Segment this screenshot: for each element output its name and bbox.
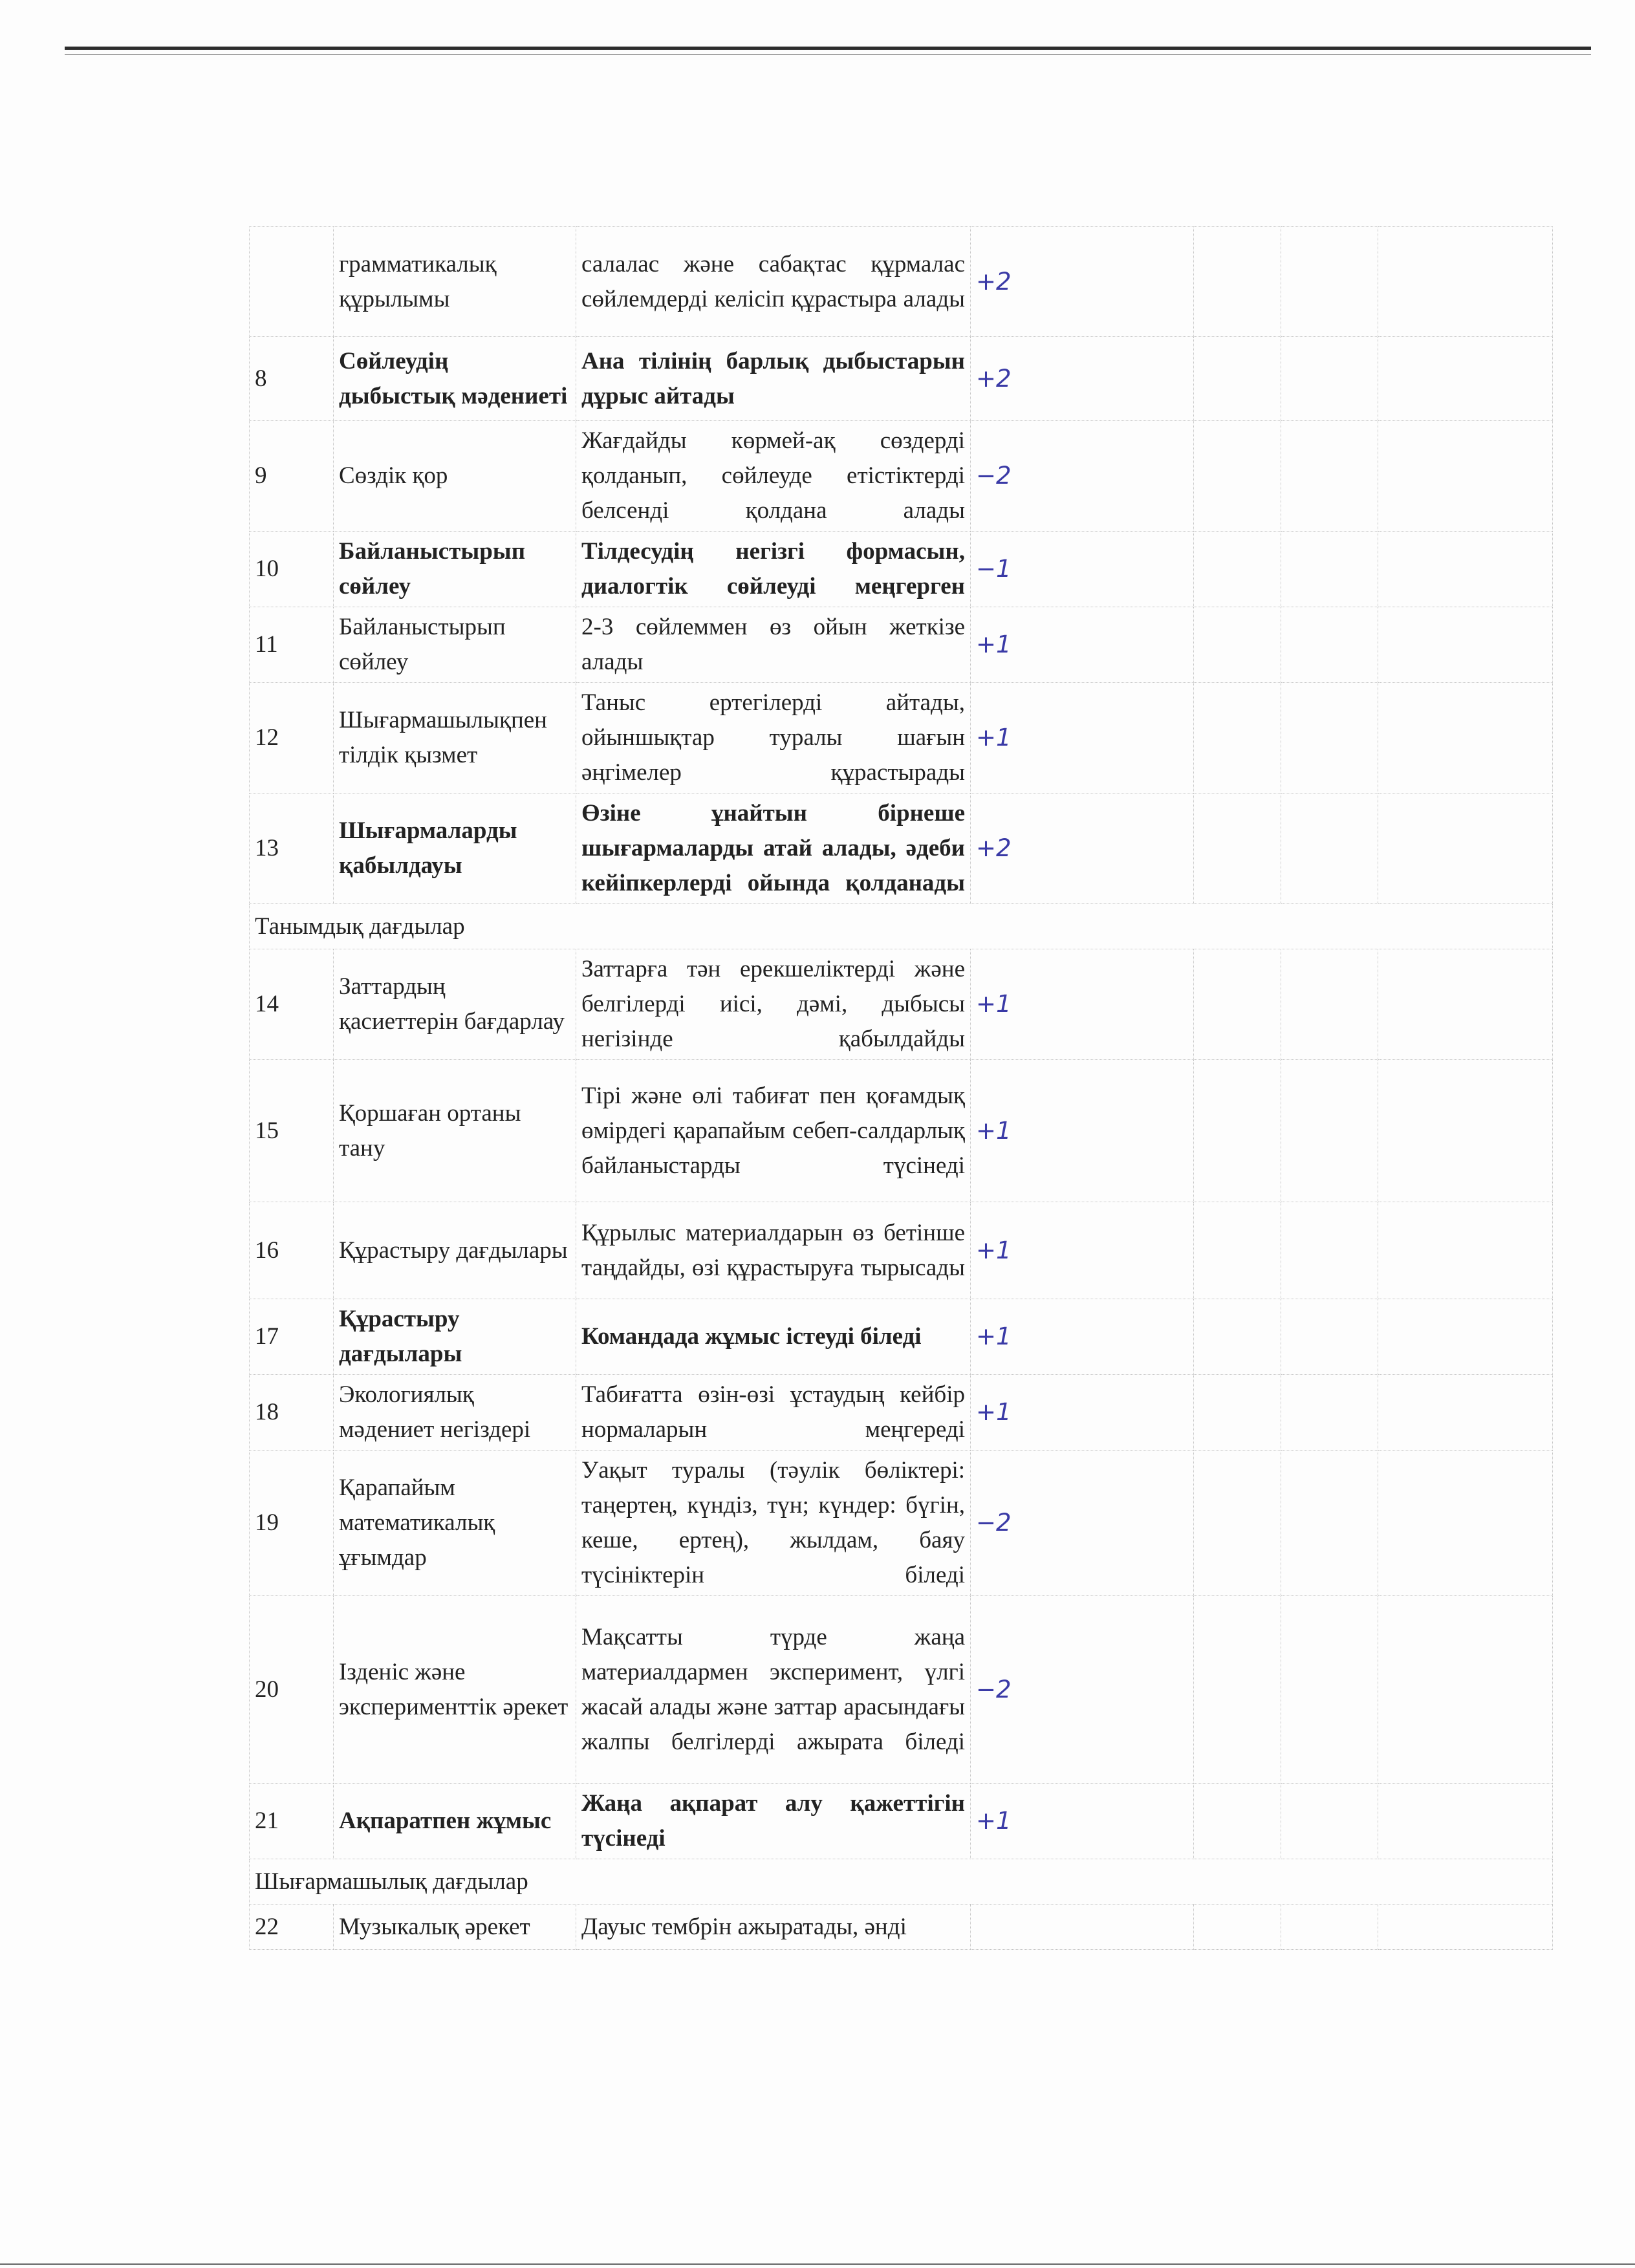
skill-description: салалас және сабақтас құрмалас сөйлемдерді келісіп құрастыра алады xyxy=(576,227,971,337)
skill-area: Құрастыру дағдылары xyxy=(334,1299,576,1375)
skill-area: Құрастыру дағдылары xyxy=(334,1202,576,1299)
row-number: 19 xyxy=(250,1451,334,1596)
row-number: 13 xyxy=(250,794,334,904)
handwritten-score: −1 xyxy=(971,532,1194,607)
table-row xyxy=(250,1202,1553,1299)
row-number: 21 xyxy=(250,1784,334,1859)
row-number: 18 xyxy=(250,1375,334,1451)
table-row xyxy=(250,227,1553,337)
skill-area: Қарапайым математикалық ұғымдар xyxy=(334,1451,576,1596)
skill-area: Сөйлеудің дыбыстық мәдениеті xyxy=(334,337,576,421)
handwritten-score: −2 xyxy=(971,421,1194,532)
empty-cell xyxy=(1378,1451,1553,1596)
handwritten-score: +2 xyxy=(971,227,1194,337)
empty-cell xyxy=(1194,949,1281,1060)
skill-area: Байланыстырып сөйлеу xyxy=(334,607,576,683)
empty-cell xyxy=(1194,1202,1281,1299)
empty-cell xyxy=(1281,949,1378,1060)
empty-cell xyxy=(1378,1299,1553,1375)
skill-description: Өзіне ұнайтын бірнеше шығармаларды атай алады, әдеби кейіпкерлерді ойында қолданады xyxy=(576,794,971,904)
empty-cell xyxy=(1194,1451,1281,1596)
skill-area: Экологиялық мәдениет негіздері xyxy=(334,1375,576,1451)
row-number: 12 xyxy=(250,683,334,794)
skill-description: Ана тілінің барлық дыбыстарын дұрыс айтады xyxy=(576,337,971,421)
handwritten-score: +1 xyxy=(971,1299,1194,1375)
skill-area: Қоршаған ортаны тану xyxy=(334,1060,576,1202)
row-number: 9 xyxy=(250,421,334,532)
empty-cell xyxy=(1194,1596,1281,1784)
handwritten-score: −2 xyxy=(971,1596,1194,1784)
handwritten-score: +2 xyxy=(971,794,1194,904)
table-row xyxy=(250,1060,1553,1202)
empty-cell xyxy=(1281,1905,1378,1950)
skill-area: Заттардың қасиеттерін бағдарлау xyxy=(334,949,576,1060)
empty-cell xyxy=(1194,1060,1281,1202)
empty-cell xyxy=(1194,421,1281,532)
skill-description: Жағдайды көрмей-ақ сөздерді қолданып, сөйлеуде етістіктерді белсенді қолдана алады xyxy=(576,421,971,532)
top-border-line-thin xyxy=(65,54,1591,55)
row-number xyxy=(250,227,334,337)
skill-description: Командада жұмыс істеуді біледі xyxy=(576,1299,971,1375)
empty-cell xyxy=(1378,337,1553,421)
empty-cell xyxy=(1281,1299,1378,1375)
row-number: 22 xyxy=(250,1905,334,1950)
top-border-line xyxy=(65,47,1591,50)
skill-description: Тірі және өлі табиғат пен қоғамдық өмірдегі қарапайым себеп-салдарлық байланыстарды түсінеді xyxy=(576,1060,971,1202)
empty-cell xyxy=(1378,607,1553,683)
skill-description: 2-3 сөйлеммен өз ойын жеткізе алады xyxy=(576,607,971,683)
empty-cell xyxy=(1194,1375,1281,1451)
skill-area: Шығармашылықпен тілдік қызмет xyxy=(334,683,576,794)
skill-area: Сөздік қор xyxy=(334,421,576,532)
skill-description: Табиғатта өзін-өзі ұстаудың кейбір нормаларын меңгереді xyxy=(576,1375,971,1451)
handwritten-score: +1 xyxy=(971,1375,1194,1451)
row-number: 20 xyxy=(250,1596,334,1784)
table-row xyxy=(250,683,1553,794)
table-row xyxy=(250,532,1553,607)
skill-description: Уақыт туралы (тәулік бөліктері: таңертең, күндіз, түн; күндер: бүгін, кеше, ертең), жылдам, баяу түсініктерін біледі xyxy=(576,1451,971,1596)
table-row xyxy=(250,607,1553,683)
handwritten-score: −2 xyxy=(971,1451,1194,1596)
handwritten-score xyxy=(971,1905,1194,1950)
empty-cell xyxy=(1194,337,1281,421)
skill-area: Музыкалық әрекет xyxy=(334,1905,576,1950)
empty-cell xyxy=(1281,1596,1378,1784)
table-row xyxy=(250,421,1553,532)
empty-cell xyxy=(1281,227,1378,337)
empty-cell xyxy=(1378,683,1553,794)
table-row xyxy=(250,794,1553,904)
empty-cell xyxy=(1281,1202,1378,1299)
skill-description: Жаңа ақпарат алу қажеттігін түсінеді xyxy=(576,1784,971,1859)
section-heading: Шығармашылық дағдылар xyxy=(250,1859,1553,1905)
skill-description: Дауыс тембрін ажыратады, әнді xyxy=(576,1905,971,1950)
section-heading: Танымдық дағдылар xyxy=(250,904,1553,949)
handwritten-score: +1 xyxy=(971,949,1194,1060)
skill-description: Заттарға тән ерекшеліктерді және белгілерді иісі, дәмі, дыбысы негізінде қабылдайды xyxy=(576,949,971,1060)
table-row xyxy=(250,1784,1553,1859)
row-number: 16 xyxy=(250,1202,334,1299)
row-number: 8 xyxy=(250,337,334,421)
section-heading-row xyxy=(250,1859,1553,1905)
empty-cell xyxy=(1194,1905,1281,1950)
empty-cell xyxy=(1378,421,1553,532)
handwritten-score: +1 xyxy=(971,1202,1194,1299)
skill-area: Байланыстырып сөйлеу xyxy=(334,532,576,607)
empty-cell xyxy=(1378,1784,1553,1859)
empty-cell xyxy=(1194,683,1281,794)
empty-cell xyxy=(1194,607,1281,683)
empty-cell xyxy=(1281,683,1378,794)
empty-cell xyxy=(1194,532,1281,607)
assessment-table xyxy=(249,226,1553,1950)
table-row xyxy=(250,1451,1553,1596)
handwritten-score: +1 xyxy=(971,1784,1194,1859)
empty-cell xyxy=(1281,1784,1378,1859)
empty-cell xyxy=(1194,794,1281,904)
row-number: 14 xyxy=(250,949,334,1060)
skill-area: грамматикалық құрылымы xyxy=(334,227,576,337)
table-row xyxy=(250,949,1553,1060)
empty-cell xyxy=(1194,1299,1281,1375)
empty-cell xyxy=(1281,337,1378,421)
handwritten-score: +1 xyxy=(971,683,1194,794)
skill-description: Мақсатты түрде жаңа материалдармен эксперимент, үлгі жасай алады және заттар арасындағы жалпы белгілерді ажырата біледі xyxy=(576,1596,971,1784)
handwritten-score: +1 xyxy=(971,607,1194,683)
bottom-border-line xyxy=(0,2263,1635,2265)
empty-cell xyxy=(1281,421,1378,532)
empty-cell xyxy=(1378,1905,1553,1950)
skill-area: Шығармаларды қабылдауы xyxy=(334,794,576,904)
empty-cell xyxy=(1281,532,1378,607)
empty-cell xyxy=(1378,1596,1553,1784)
empty-cell xyxy=(1281,1375,1378,1451)
empty-cell xyxy=(1378,532,1553,607)
empty-cell xyxy=(1281,607,1378,683)
empty-cell xyxy=(1378,227,1553,337)
handwritten-score: +1 xyxy=(971,1060,1194,1202)
empty-cell xyxy=(1281,1060,1378,1202)
empty-cell xyxy=(1281,794,1378,904)
empty-cell xyxy=(1378,1202,1553,1299)
handwritten-score: +2 xyxy=(971,337,1194,421)
table-row xyxy=(250,1299,1553,1375)
table-row xyxy=(250,1375,1553,1451)
skill-area: Ақпаратпен жұмыс xyxy=(334,1784,576,1859)
empty-cell xyxy=(1194,1784,1281,1859)
row-number: 15 xyxy=(250,1060,334,1202)
empty-cell xyxy=(1378,1375,1553,1451)
skill-description: Тілдесудің негізгі формасын, диалогтік сөйлеуді меңгерген xyxy=(576,532,971,607)
row-number: 17 xyxy=(250,1299,334,1375)
row-number: 10 xyxy=(250,532,334,607)
empty-cell xyxy=(1378,794,1553,904)
table-row xyxy=(250,1905,1553,1950)
section-heading-row xyxy=(250,904,1553,949)
skill-area: Ізденіс және эксперименттік әрекет xyxy=(334,1596,576,1784)
table-row xyxy=(250,337,1553,421)
table-row xyxy=(250,1596,1553,1784)
skill-description: Құрылыс материалдарын өз бетінше таңдайды, өзі құрастыруға тырысады xyxy=(576,1202,971,1299)
skill-description: Таныс ертегілерді айтады, ойыншықтар туралы шағын әңгімелер құрастырады xyxy=(576,683,971,794)
empty-cell xyxy=(1378,949,1553,1060)
empty-cell xyxy=(1194,227,1281,337)
empty-cell xyxy=(1281,1451,1378,1596)
empty-cell xyxy=(1378,1060,1553,1202)
row-number: 11 xyxy=(250,607,334,683)
